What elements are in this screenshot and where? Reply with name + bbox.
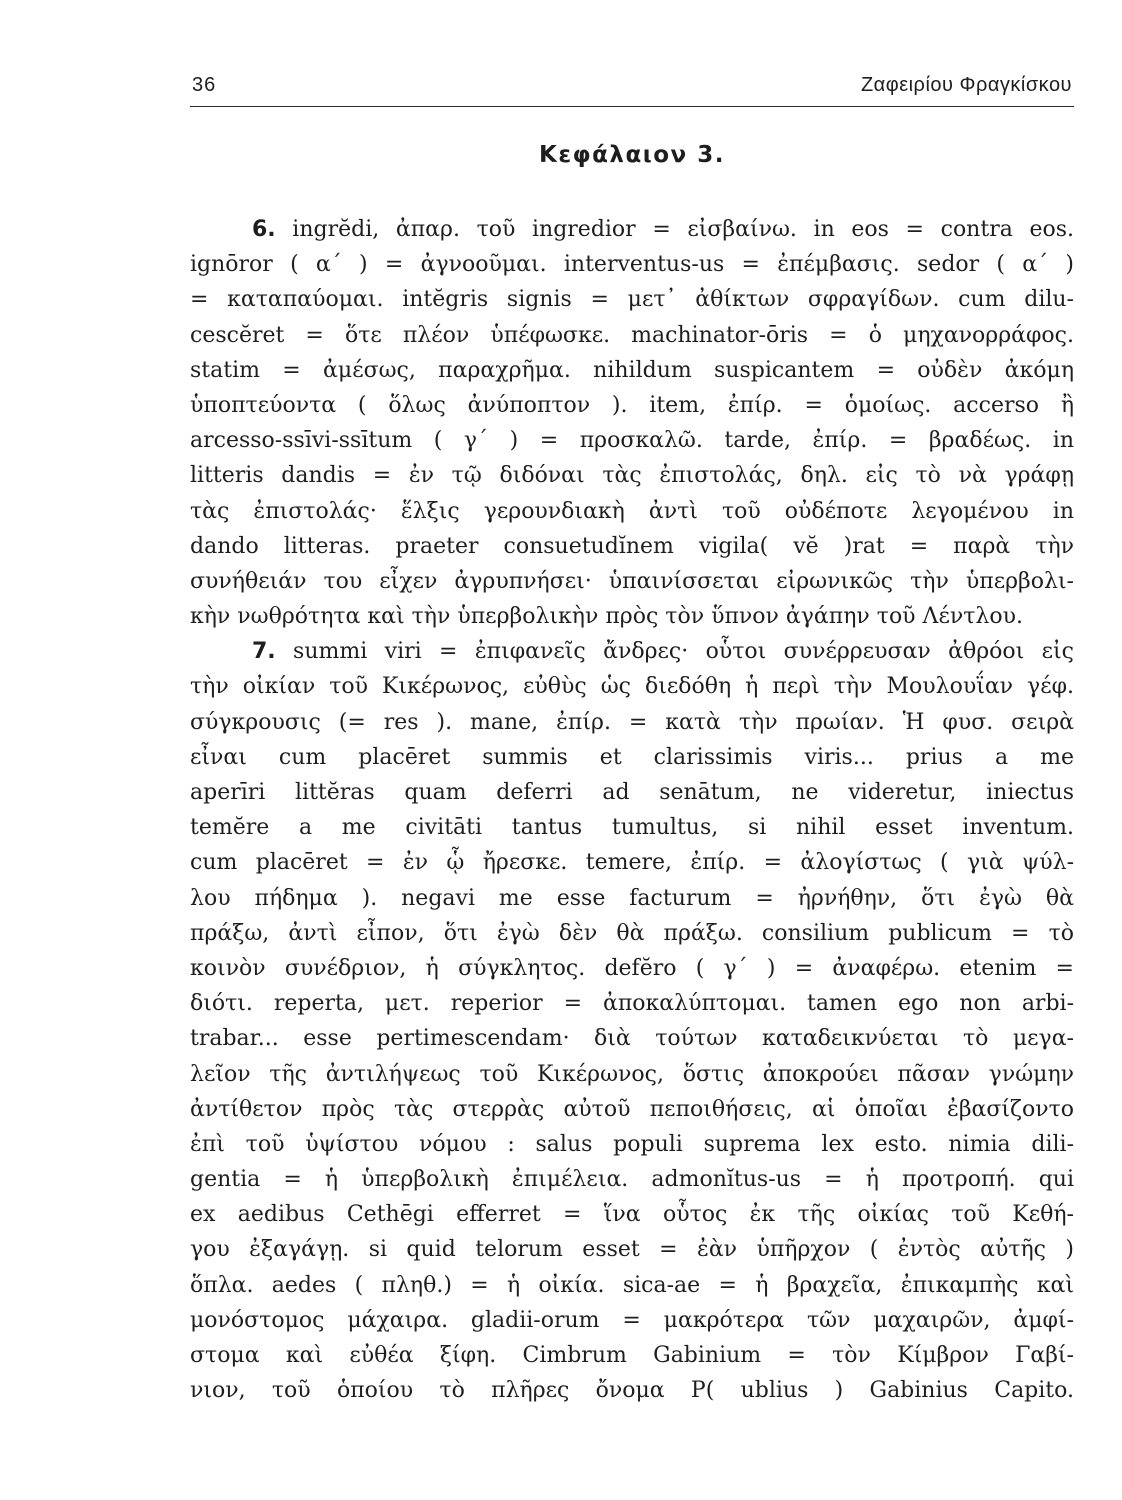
text-line xyxy=(190,986,1074,1021)
line-text: cum placēret = ἐν ᾧ ἤρεσκε. temere, ἐπίρ. = ἀλογίστως ( γιὰ ψύλ- xyxy=(190,850,1074,876)
line-text: ἀντίθετον πρὸς τὰς στερρὰς αὐτοῦ πεποιθήσεις, αἱ ὁποῖαι ἐβασίζοντο xyxy=(190,1096,1074,1122)
text-line xyxy=(190,775,1074,810)
text-line xyxy=(190,845,1074,880)
line-text: στομα καὶ εὐθέα ξίφη. Cimbrum Gabinium = τὸν Κίμβρον Γαβί- xyxy=(190,1343,1074,1368)
line-text: νιον, τοῦ ὁποίου τὸ πλῆρες ὄνομα P( ublius ) Gabinius Capito. xyxy=(190,1378,1074,1404)
text-line xyxy=(190,810,1074,845)
text-line xyxy=(190,282,1074,317)
text-line xyxy=(190,599,1074,634)
text-line xyxy=(190,1021,1074,1056)
line-text: λεῖον τῆς ἀντιλήψεως τοῦ Κικέρωνος, ὅστις ἀποκρούει πᾶσαν γνώμην xyxy=(190,1061,1074,1087)
line-text: ἐπὶ τοῦ ὑψίστου νόμου : salus populi suprema lex esto. nimia dili- xyxy=(190,1131,1074,1157)
line-text: ex aedibus Cethēgi efferret = ἵνα οὗτος ἐκ τῆς οἰκίας τοῦ Κεθή- xyxy=(190,1202,1074,1228)
text-line xyxy=(190,564,1074,599)
line-text: κὴν νωθρότητα καὶ τὴν ὑπερβολικὴν πρὸς τὸν ὕπνον ἀγάπην τοῦ Λέντλου. xyxy=(190,604,1023,630)
line-text: συνήθειάν του εἶχεν ἀγρυπνήσει· ὑπαινίσσεται εἰρωνικῶς τὴν ὑπερβολι- xyxy=(190,568,1074,594)
text-line xyxy=(190,881,1074,916)
line-text: = καταπαύομαι. intĕgris signis = μετ᾽ ἀθίκτων σφραγίδων. cum dilu- xyxy=(190,287,1074,313)
text-line xyxy=(190,388,1074,423)
text-line xyxy=(190,1127,1074,1162)
text-line xyxy=(190,916,1074,951)
line-text: trabar... esse pertimescendam· διὰ τούτων καταδεικνύεται τὸ μεγα- xyxy=(190,1026,1074,1052)
line-text: cescĕret = ὅτε πλέον ὑπέφωσκε. machinator-ōris = ὁ μηχανορράφος. xyxy=(190,322,1074,348)
line-text: λου πήδημα ). negavi me esse facturum = ἠρνήθην, ὅτι ἐγὼ θὰ xyxy=(190,885,1074,911)
line-text: arcesso-ssīvi-ssītum ( γ΄ ) = προσκαλῶ. tarde, ἐπίρ. = βραδέως. in xyxy=(190,428,1074,454)
text-line xyxy=(190,1162,1074,1197)
text-line xyxy=(190,529,1074,564)
line-text: litteris dandis = ἐν τῷ διδόναι τὰς ἐπιστολάς, δηλ. εἰς τὸ νὰ γράφῃ xyxy=(190,463,1074,489)
text-line xyxy=(190,1232,1074,1267)
line-text: τὴν οἰκίαν τοῦ Κικέρωνος, εὐθὺς ὡς διεδόθη ἡ περὶ τὴν Μουλουΐαν γέφ. xyxy=(190,674,1074,700)
page-number: 36 xyxy=(192,74,217,96)
text-line xyxy=(190,951,1074,986)
text-line xyxy=(190,1268,1074,1303)
section-number: 7. xyxy=(252,639,276,665)
text-line xyxy=(190,247,1074,282)
text-line xyxy=(190,212,1074,247)
running-head-author: Ζαφειρίου Φραγκίσκου xyxy=(860,74,1072,96)
chapter-title: Κεφάλαιον 3. xyxy=(539,142,725,168)
line-text: εἶναι cum placēret summis et clarissimis viris... prius a me xyxy=(190,744,1074,770)
text-line xyxy=(190,740,1074,775)
text-line xyxy=(190,1197,1074,1232)
line-text: μονόστομος μάχαιρα. gladii-orum = μακρότερα τῶν μαχαιρῶν, ἀμφί- xyxy=(190,1307,1074,1333)
text-line xyxy=(190,1303,1074,1338)
text-line xyxy=(190,705,1074,740)
line-text: τὰς ἐπιστολάς· ἕλξις γερουνδιακὴ ἀντὶ τοῦ οὐδέποτε λεγομένου in xyxy=(190,498,1074,524)
line-text: statim = ἀμέσως, παραχρῆμα. nihildum suspicantem = οὐδὲν ἀκόμη xyxy=(190,357,1074,383)
line-text: ignōror ( α΄ ) = ἀγνοοῦμαι. interventus-us = ἐπέμβασις. sedor ( α΄ ) xyxy=(190,252,1074,278)
text-line xyxy=(190,494,1074,529)
line-text: σύγκρουσις (= res ). mane, ἐπίρ. = κατὰ τὴν πρωίαν. Ἡ φυσ. σειρὰ xyxy=(190,709,1074,735)
line-text: ingrĕdi, ἀπαρ. τοῦ ingredior = εἰσβαίνω. in eos = contra eos. xyxy=(275,217,1074,242)
line-text: πράξω, ἀντὶ εἶπον, ὅτι ἐγὼ δὲν θὰ πράξω. consilium publicum = τὸ xyxy=(190,920,1074,946)
text-line xyxy=(190,353,1074,388)
line-text: γου ἐξαγάγῃ. si quid telorum esset = ἐὰν ὑπῆρχον ( ἐντὸς αὐτῆς ) xyxy=(190,1237,1074,1263)
text-line xyxy=(190,423,1074,458)
text-line xyxy=(190,1092,1074,1127)
text-line xyxy=(190,318,1074,353)
line-text: aperīri littĕras quam deferri ad senātum, ne videretur, iniectus xyxy=(190,780,1074,805)
line-text: διότι. reperta, μετ. reperior = ἀποκαλύπτομαι. tamen ego non arbi- xyxy=(190,991,1074,1017)
text-line xyxy=(190,634,1074,669)
line-text: temĕre a me civitāti tantus tumultus, si nihil esset inventum. xyxy=(190,815,1074,841)
line-text: ὑποπτεύοντα ( ὅλως ἀνύποπτον ). item, ἐπίρ. = ὁμοίως. accerso ἢ xyxy=(190,392,1074,418)
commentary-text xyxy=(190,212,1074,1408)
text-line xyxy=(190,458,1074,493)
text-line xyxy=(190,669,1074,704)
text-line xyxy=(190,1373,1074,1408)
text-line xyxy=(190,1338,1074,1373)
line-text: ὅπλα. aedes ( πληθ.) = ἡ οἰκία. sica-ae = ἡ βραχεῖα, ἐπικαμπὴς καὶ xyxy=(190,1272,1074,1298)
line-text: κοινὸν συνέδριον, ἡ σύγκλητος. defĕro ( γ΄ ) = ἀναφέρω. etenim = xyxy=(190,955,1074,981)
running-head xyxy=(190,72,1074,107)
line-text: summi viri = ἐπιφανεῖς ἄνδρες· οὗτοι συνέρρευσαν ἀθρόοι εἰς xyxy=(275,639,1074,665)
line-text: gentia = ἡ ὑπερβολικὴ ἐπιμέλεια. admonĭtus-us = ἡ προτροπή. qui xyxy=(190,1167,1074,1193)
text-line xyxy=(190,1057,1074,1092)
section-number: 6. xyxy=(252,217,276,242)
line-text: dando litteras. praeter consuetudĭnem vigila( vĕ )rat = παρὰ τὴν xyxy=(190,533,1074,559)
